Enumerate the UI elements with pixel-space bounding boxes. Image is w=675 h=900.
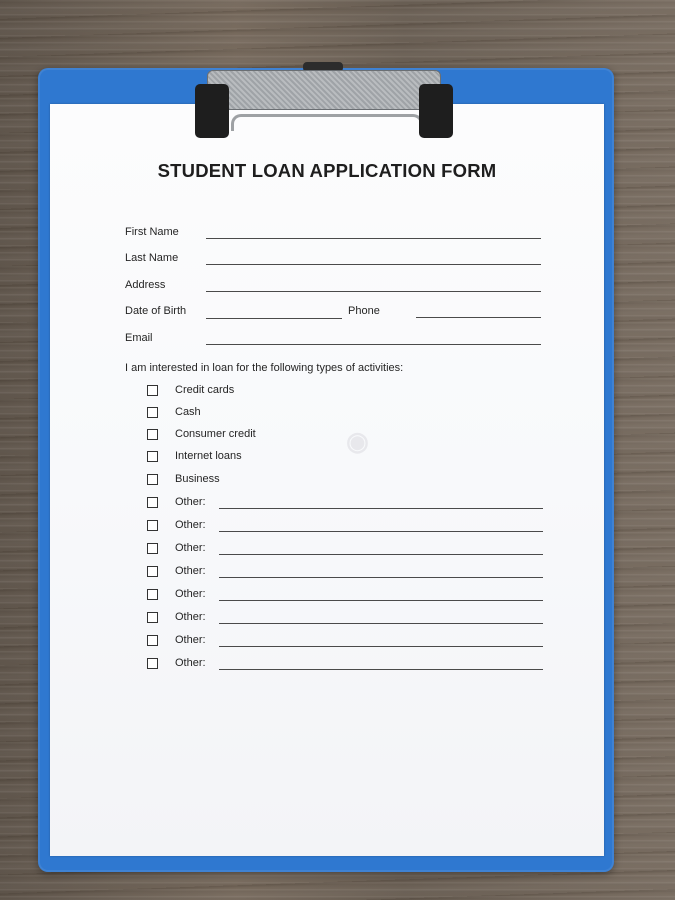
field-label-phone: Phone — [348, 305, 380, 317]
other-line[interactable] — [219, 531, 543, 532]
checkbox[interactable] — [147, 497, 158, 508]
other-line[interactable] — [219, 600, 543, 601]
other-line[interactable] — [219, 508, 543, 509]
other-line[interactable] — [219, 669, 543, 670]
activity-item-other — [147, 497, 547, 511]
activity-item-other — [147, 589, 547, 603]
activity-label: Other: — [175, 611, 206, 623]
activity-label: Business — [175, 473, 220, 485]
activity-item-cash — [147, 407, 547, 421]
activity-label: Other: — [175, 565, 206, 577]
activity-label: Credit cards — [175, 384, 235, 396]
field-line-last-name[interactable] — [206, 264, 541, 265]
checkbox[interactable] — [147, 451, 158, 462]
clip-left-foot — [195, 84, 229, 138]
checkbox[interactable] — [147, 566, 158, 577]
activity-item-other — [147, 543, 547, 557]
activity-item-other — [147, 566, 547, 580]
checkbox[interactable] — [147, 543, 158, 554]
activities-intro: I am interested in loan for the following types of activities: — [125, 362, 404, 374]
activity-label: Cash — [175, 406, 201, 418]
activity-label: Internet loans — [175, 450, 242, 462]
activity-label: Other: — [175, 496, 206, 508]
form-title: STUDENT LOAN APPLICATION FORM — [157, 160, 497, 181]
activity-item-other — [147, 612, 547, 626]
activity-item-other — [147, 520, 547, 534]
activity-item-business — [147, 474, 547, 488]
checkbox[interactable] — [147, 612, 158, 623]
activity-label: Consumer credit — [175, 428, 256, 440]
activity-item-internet-loans — [147, 451, 547, 465]
field-line-date-of-birth[interactable] — [206, 318, 342, 319]
checkbox[interactable] — [147, 520, 158, 531]
clip-right-foot — [419, 84, 453, 138]
activity-item-other — [147, 635, 547, 649]
field-line-first-name[interactable] — [206, 238, 541, 239]
checkbox[interactable] — [147, 407, 158, 418]
activity-label: Other: — [175, 519, 206, 531]
other-line[interactable] — [219, 646, 543, 647]
clip-plate — [207, 70, 441, 110]
checkbox[interactable] — [147, 385, 158, 396]
checkbox[interactable] — [147, 589, 158, 600]
other-line[interactable] — [219, 554, 543, 555]
activity-item-credit-cards — [147, 385, 547, 399]
clip-wire — [231, 114, 423, 131]
activity-label: Other: — [175, 542, 206, 554]
watermark-logo: ◉ — [346, 426, 370, 456]
other-line[interactable] — [219, 577, 543, 578]
field-line-email[interactable] — [206, 344, 541, 345]
other-line[interactable] — [219, 623, 543, 624]
activity-label: Other: — [175, 657, 206, 669]
checkbox[interactable] — [147, 635, 158, 646]
field-label-last-name: Last Name — [125, 252, 179, 264]
activity-item-other — [147, 658, 547, 672]
field-label-email: Email — [125, 332, 153, 344]
checkbox[interactable] — [147, 658, 158, 669]
field-label-first-name: First Name — [125, 226, 179, 238]
field-label-date-of-birth: Date of Birth — [125, 305, 187, 317]
metal-clip-icon — [195, 62, 453, 142]
field-line-address[interactable] — [206, 291, 541, 292]
field-label-address: Address — [125, 279, 166, 291]
field-line-phone[interactable] — [416, 317, 541, 318]
activity-label: Other: — [175, 634, 206, 646]
checkbox[interactable] — [147, 429, 158, 440]
checkbox[interactable] — [147, 474, 158, 485]
activity-label: Other: — [175, 588, 206, 600]
activity-item-consumer-credit — [147, 429, 547, 443]
